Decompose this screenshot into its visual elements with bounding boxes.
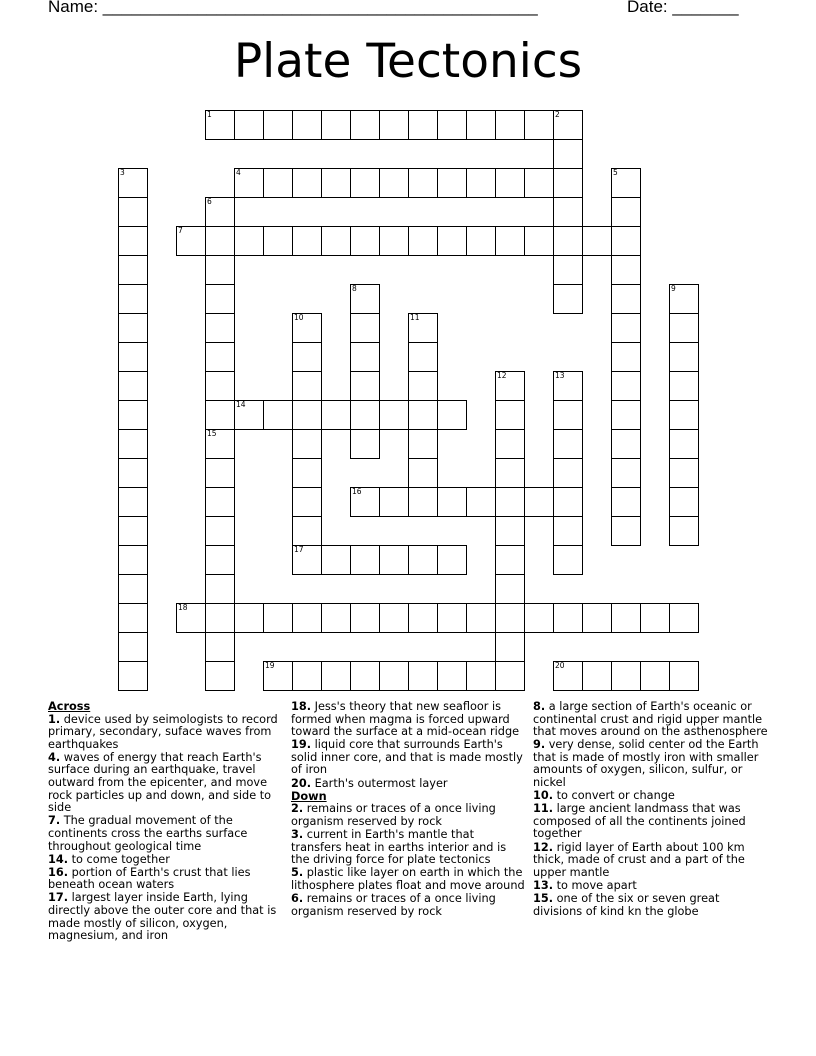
clue-across-14: 14. to come together	[48, 852, 170, 866]
grid-cell[interactable]	[321, 110, 351, 140]
page-title: Plate Tectonics	[233, 34, 583, 89]
grid-cell[interactable]	[321, 400, 351, 430]
grid-cell[interactable]	[437, 168, 467, 198]
grid-cell[interactable]	[379, 168, 409, 198]
grid-cell[interactable]	[611, 516, 641, 546]
grid-cell[interactable]	[118, 197, 148, 227]
grid-cell[interactable]	[379, 603, 409, 633]
grid-cell[interactable]	[321, 545, 351, 575]
grid-cell[interactable]	[176, 603, 206, 633]
clue-number: 2	[555, 110, 560, 119]
grid-cell[interactable]	[408, 603, 438, 633]
grid-cell[interactable]	[553, 255, 583, 285]
grid-cell[interactable]	[495, 226, 525, 256]
grid-cell[interactable]	[292, 168, 322, 198]
clue-down-13: 13. to move apart	[533, 878, 637, 892]
clue-across-18: 18. Jess's theory that new seafloor is formed when magma is forced upward toward the surface at a mid-ocean ridge	[291, 700, 520, 739]
clue-number: 16	[352, 487, 362, 496]
grid-cell[interactable]	[524, 168, 554, 198]
grid-cell[interactable]	[292, 487, 322, 517]
grid-cell[interactable]	[350, 226, 380, 256]
grid-cell[interactable]	[205, 400, 235, 430]
grid-cell[interactable]	[466, 226, 496, 256]
grid-cell[interactable]	[234, 110, 264, 140]
clue-across-7: 7. The gradual movement of the continents cross the earths surface throughout geological time	[48, 814, 248, 853]
clue-across-20: 20. Earth's outermost layer	[291, 776, 448, 790]
clue-number: 6	[207, 197, 212, 206]
grid-cell[interactable]	[466, 661, 496, 691]
grid-cell[interactable]	[292, 545, 322, 575]
clue-column-3	[533, 701, 769, 919]
grid-cell[interactable]	[263, 168, 293, 198]
grid-cell[interactable]	[118, 632, 148, 662]
grid-cell[interactable]	[495, 110, 525, 140]
grid-cell[interactable]	[292, 429, 322, 459]
grid-cell[interactable]	[350, 603, 380, 633]
grid-cell[interactable]	[669, 313, 699, 343]
grid-cell[interactable]	[350, 400, 380, 430]
clue-across-17: 17. largest layer inside Earth, lying directly above the outer core and that is made mostly of silicon, oxygen, magnesium, and iron	[48, 891, 277, 943]
grid-cell[interactable]	[350, 371, 380, 401]
grid-cell[interactable]	[379, 545, 409, 575]
clue-down-9: 9. very dense, solid center od the Earth that is made of mostly iron with smaller amounts of oxygen, silicon, sulfur, or nickel	[533, 738, 759, 790]
grid-cell[interactable]	[350, 661, 380, 691]
grid-cell[interactable]	[234, 603, 264, 633]
grid-cell[interactable]	[553, 197, 583, 227]
grid-cell[interactable]	[524, 226, 554, 256]
grid-cell[interactable]	[669, 516, 699, 546]
grid-cell[interactable]	[553, 168, 583, 198]
grid-cell[interactable]	[466, 168, 496, 198]
grid-cell[interactable]	[611, 226, 641, 256]
grid-cell[interactable]	[640, 603, 670, 633]
grid-cell[interactable]	[408, 458, 438, 488]
grid-cell[interactable]	[495, 632, 525, 662]
grid-cell[interactable]	[350, 168, 380, 198]
grid-cell[interactable]	[205, 371, 235, 401]
clue-number: 14	[236, 400, 246, 409]
grid-cell[interactable]	[408, 429, 438, 459]
grid-cell[interactable]	[437, 110, 467, 140]
grid-cell[interactable]	[205, 487, 235, 517]
grid-cell[interactable]	[466, 603, 496, 633]
clue-number: 15	[207, 429, 217, 438]
grid-cell[interactable]	[263, 603, 293, 633]
grid-cell[interactable]	[553, 661, 583, 691]
grid-cell[interactable]	[640, 661, 670, 691]
grid-cell[interactable]	[234, 168, 264, 198]
grid-cell[interactable]	[611, 255, 641, 285]
grid-cell[interactable]	[205, 313, 235, 343]
grid-cell[interactable]	[292, 400, 322, 430]
grid-cell[interactable]	[118, 400, 148, 430]
clue-down-12: 12. rigid layer of Earth about 100 km thick, made of crust and a part of the upper mantle	[533, 840, 745, 879]
grid-cell[interactable]	[205, 226, 235, 256]
grid-cell[interactable]	[205, 516, 235, 546]
grid-cell[interactable]	[408, 400, 438, 430]
clue-number: 5	[613, 168, 618, 177]
clue-number: 7	[178, 226, 183, 235]
clue-down-2: 2. remains or traces of a once living organism reserved by rock	[291, 802, 496, 828]
grid-cell[interactable]	[611, 429, 641, 459]
grid-cell[interactable]	[669, 458, 699, 488]
grid-cell[interactable]	[234, 400, 264, 430]
grid-cell[interactable]	[118, 661, 148, 691]
clue-across-1: 1. device used by seimologists to record primary, secondary, suface waves from earthquakes	[48, 712, 278, 751]
grid-cell[interactable]	[437, 487, 467, 517]
grid-cell[interactable]	[524, 487, 554, 517]
grid-cell[interactable]	[408, 487, 438, 517]
grid-cell[interactable]	[292, 661, 322, 691]
grid-cell[interactable]	[553, 458, 583, 488]
grid-cell[interactable]	[495, 458, 525, 488]
clue-number: 11	[410, 313, 420, 322]
grid-cell[interactable]	[408, 342, 438, 372]
grid-cell[interactable]	[350, 284, 380, 314]
grid-cell[interactable]	[553, 139, 583, 169]
grid-cell[interactable]	[611, 603, 641, 633]
grid-cell[interactable]	[669, 284, 699, 314]
grid-cell[interactable]	[118, 284, 148, 314]
grid-cell[interactable]	[205, 603, 235, 633]
across-heading: Across	[48, 700, 91, 713]
grid-cell[interactable]	[611, 458, 641, 488]
grid-cell[interactable]	[379, 400, 409, 430]
grid-cell[interactable]	[205, 284, 235, 314]
clue-number: 12	[497, 371, 507, 380]
grid-cell[interactable]	[379, 661, 409, 691]
grid-cell[interactable]	[205, 661, 235, 691]
grid-cell[interactable]	[263, 400, 293, 430]
grid-cell[interactable]	[292, 342, 322, 372]
grid-cell[interactable]	[263, 110, 293, 140]
grid-cell[interactable]	[321, 661, 351, 691]
grid-cell[interactable]	[669, 487, 699, 517]
grid-cell[interactable]	[118, 371, 148, 401]
grid-cell[interactable]	[524, 110, 554, 140]
grid-cell[interactable]	[118, 574, 148, 604]
grid-cell[interactable]	[118, 313, 148, 343]
grid-cell[interactable]	[118, 168, 148, 198]
grid-cell[interactable]	[611, 197, 641, 227]
clue-number: 3	[120, 168, 125, 177]
clue-number: 8	[352, 284, 357, 293]
grid-cell[interactable]	[292, 371, 322, 401]
grid-cell[interactable]	[495, 371, 525, 401]
grid-cell[interactable]	[466, 487, 496, 517]
grid-cell[interactable]	[205, 574, 235, 604]
clue-number: 9	[671, 284, 676, 293]
clue-across-4: 4. waves of energy that reach Earth's surface during an earthquake, travel outward from the epicenter, and move rock particles up and down, and side to side	[48, 750, 272, 815]
grid-cell[interactable]	[118, 487, 148, 517]
grid-cell[interactable]	[292, 603, 322, 633]
clue-number: 18	[178, 603, 188, 612]
grid-cell[interactable]	[205, 429, 235, 459]
clue-down-8: 8. a large section of Earth's oceanic or continental crust and rigid upper mantle that moves around on the asthenosphere	[533, 700, 768, 739]
clue-down-15: 15. one of the six or seven great divisions of kind kn the globe	[533, 891, 720, 918]
clue-down-10: 10. to convert or change	[533, 789, 675, 803]
grid-cell[interactable]	[553, 400, 583, 430]
grid-cell[interactable]	[292, 458, 322, 488]
grid-cell[interactable]	[495, 545, 525, 575]
grid-cell[interactable]	[611, 313, 641, 343]
grid-cell[interactable]	[408, 661, 438, 691]
grid-cell[interactable]	[553, 429, 583, 459]
grid-cell[interactable]	[263, 661, 293, 691]
grid-cell[interactable]	[118, 429, 148, 459]
clue-number: 20	[555, 661, 565, 670]
grid-cell[interactable]	[495, 574, 525, 604]
grid-cell[interactable]	[437, 661, 467, 691]
grid-cell[interactable]	[611, 284, 641, 314]
grid-cell[interactable]	[292, 516, 322, 546]
grid-cell[interactable]	[553, 284, 583, 314]
grid-cell[interactable]	[408, 545, 438, 575]
grid-cell[interactable]	[495, 487, 525, 517]
grid-cell[interactable]	[176, 226, 206, 256]
grid-cell[interactable]	[669, 661, 699, 691]
clue-down-11: 11. large ancient landmass that was composed of all the continents joined together	[533, 802, 746, 841]
grid-cell[interactable]	[553, 110, 583, 140]
grid-cell[interactable]	[205, 342, 235, 372]
grid-cell[interactable]	[205, 545, 235, 575]
grid-cell[interactable]	[292, 110, 322, 140]
grid-cell[interactable]	[118, 458, 148, 488]
clue-number: 19	[265, 661, 275, 670]
grid-cell[interactable]	[205, 458, 235, 488]
clue-number: 4	[236, 168, 241, 177]
grid-cell[interactable]	[234, 226, 264, 256]
grid-cell[interactable]	[611, 371, 641, 401]
grid-cell[interactable]	[611, 487, 641, 517]
grid-cell[interactable]	[379, 226, 409, 256]
down-heading: Down	[291, 789, 327, 803]
grid-cell[interactable]	[350, 313, 380, 343]
grid-cell[interactable]	[408, 168, 438, 198]
grid-cell[interactable]	[495, 603, 525, 633]
grid-cell[interactable]	[669, 429, 699, 459]
grid-cell[interactable]	[611, 342, 641, 372]
clue-number: 13	[555, 371, 565, 380]
grid-cell[interactable]	[466, 110, 496, 140]
grid-cell[interactable]	[553, 545, 583, 575]
date-field[interactable]: Date: _______	[627, 0, 739, 16]
grid-cell[interactable]	[118, 226, 148, 256]
grid-cell[interactable]	[350, 545, 380, 575]
grid-cell[interactable]	[379, 110, 409, 140]
grid-cell[interactable]	[292, 313, 322, 343]
grid-cell[interactable]	[495, 661, 525, 691]
grid-cell[interactable]	[408, 371, 438, 401]
grid-cell[interactable]	[205, 197, 235, 227]
grid-cell[interactable]	[408, 226, 438, 256]
grid-cell[interactable]	[582, 661, 612, 691]
clue-across-16: 16. portion of Earth's crust that lies beneath ocean waters	[48, 865, 251, 892]
grid-cell[interactable]	[118, 342, 148, 372]
grid-cell[interactable]	[669, 342, 699, 372]
grid-cell[interactable]	[321, 603, 351, 633]
clue-across-19: 19. liquid core that surrounds Earth's solid inner core, and that is made mostly of iron	[291, 738, 523, 777]
grid-cell[interactable]	[495, 516, 525, 546]
grid-cell[interactable]	[437, 226, 467, 256]
grid-cell[interactable]	[350, 342, 380, 372]
grid-cell[interactable]	[553, 516, 583, 546]
grid-cell[interactable]	[611, 168, 641, 198]
grid-cell[interactable]	[118, 255, 148, 285]
grid-cell[interactable]	[524, 603, 554, 633]
grid-cell[interactable]	[495, 400, 525, 430]
grid-cell[interactable]	[118, 545, 148, 575]
grid-cell[interactable]	[118, 516, 148, 546]
grid-cell[interactable]	[495, 429, 525, 459]
grid-cell[interactable]	[669, 371, 699, 401]
grid-cell[interactable]	[350, 487, 380, 517]
clue-down-5: 5. plastic like layer on earth in which the lithosphere plates float and move around	[291, 866, 525, 892]
grid-cell[interactable]	[437, 545, 467, 575]
grid-cell[interactable]	[553, 371, 583, 401]
name-field[interactable]: Name: ______________________________________________	[48, 0, 538, 16]
grid-cell[interactable]	[263, 226, 293, 256]
grid-cell[interactable]	[379, 487, 409, 517]
grid-cell[interactable]	[205, 110, 235, 140]
grid-cell[interactable]	[582, 226, 612, 256]
grid-cell[interactable]	[205, 632, 235, 662]
clue-number: 1	[207, 110, 212, 119]
grid-cell[interactable]	[350, 110, 380, 140]
clue-down-3: 3. current in Earth's mantle that transfers heat in earths interior and is the driving force for plate tectonics	[291, 827, 507, 867]
grid-cell[interactable]	[408, 110, 438, 140]
grid-cell[interactable]	[321, 226, 351, 256]
grid-cell[interactable]	[553, 226, 583, 256]
grid-cell[interactable]	[118, 603, 148, 633]
clue-down-6: 6. remains or traces of a once living organism reserved by rock	[291, 891, 496, 918]
grid-cell[interactable]	[495, 168, 525, 198]
grid-cell[interactable]	[553, 603, 583, 633]
grid-cell[interactable]	[669, 400, 699, 430]
grid-cell[interactable]	[408, 313, 438, 343]
grid-cell[interactable]	[553, 487, 583, 517]
grid-cell[interactable]	[205, 255, 235, 285]
clue-column-2	[291, 701, 527, 919]
grid-cell[interactable]	[437, 400, 467, 430]
grid-cell[interactable]	[611, 400, 641, 430]
clue-number: 17	[294, 545, 304, 554]
clue-column-1	[48, 701, 284, 943]
grid-cell[interactable]	[611, 661, 641, 691]
grid-cell[interactable]	[582, 603, 612, 633]
grid-cell[interactable]	[292, 226, 322, 256]
grid-cell[interactable]	[437, 603, 467, 633]
grid-cell[interactable]	[669, 603, 699, 633]
clue-number: 10	[294, 313, 304, 322]
grid-cell[interactable]	[350, 429, 380, 459]
grid-cell[interactable]	[321, 168, 351, 198]
